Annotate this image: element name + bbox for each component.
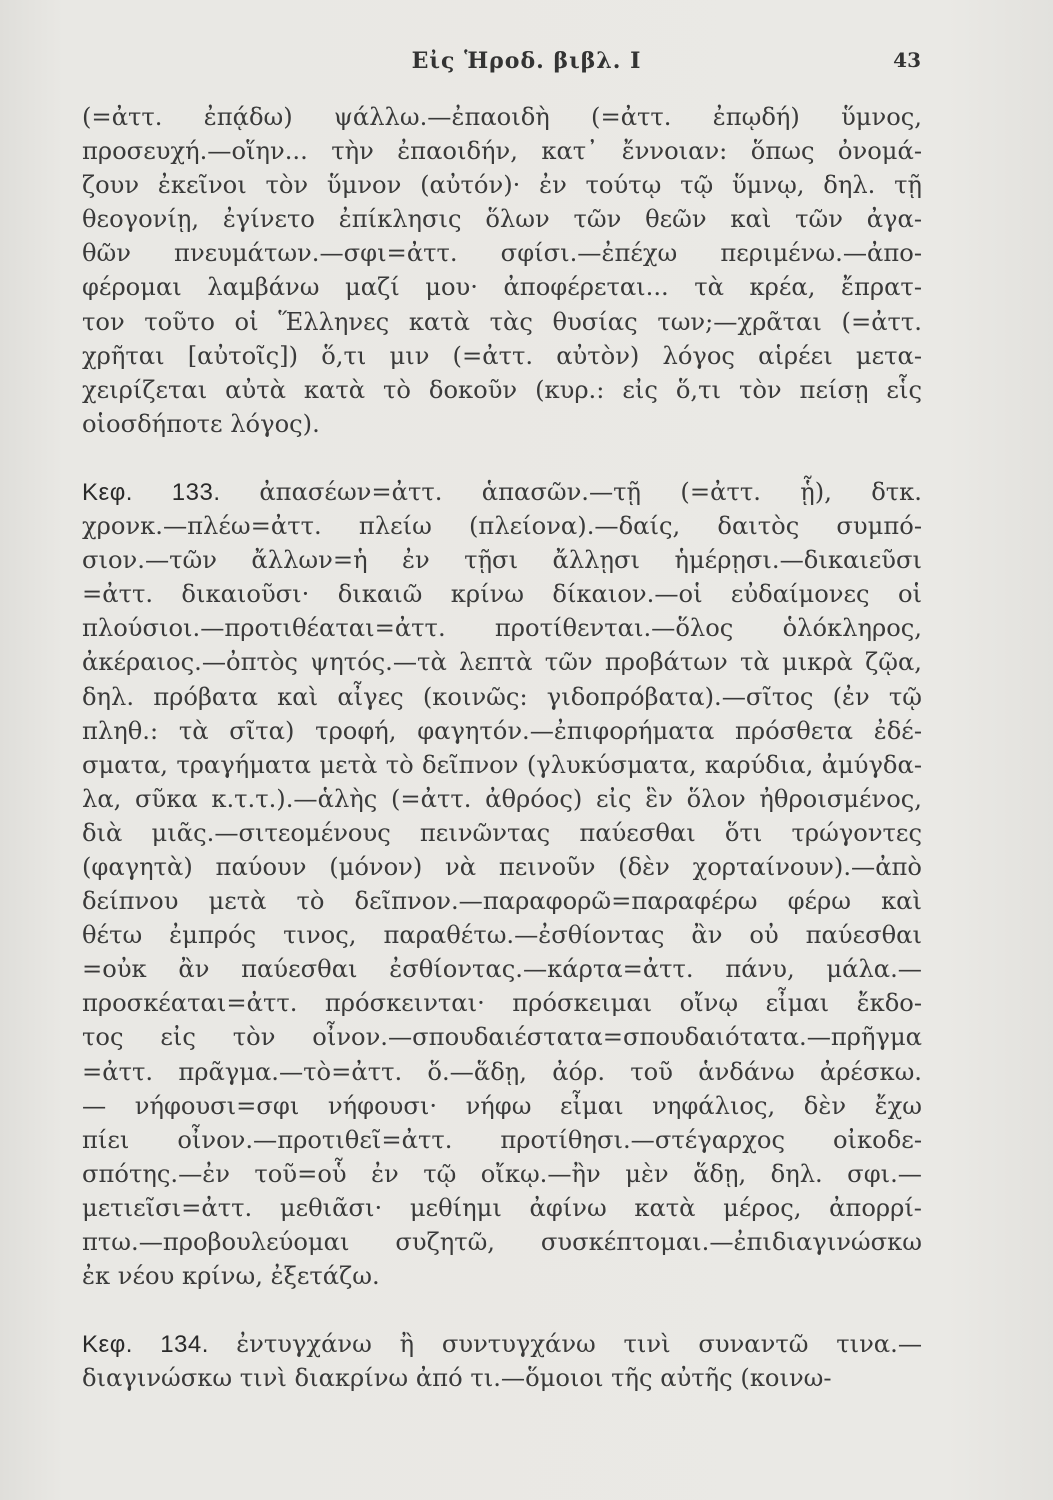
paragraph-ch134 xyxy=(82,1327,922,1395)
text-line xyxy=(82,918,922,952)
line-text: =ἀττ. δικαιοῦσι· δικαιῶ κρίνω δίκαιον.—οἱ εὐδαίμονες οἱ xyxy=(82,580,922,609)
page-number: 43 xyxy=(893,48,921,72)
line-text: θῶν πνευμάτων.—σφι=ἀττ. σφίσι.—ἐπέχω περιμένω.—ἀπο- xyxy=(82,239,922,268)
text-line xyxy=(82,339,922,373)
line-text: οἱοσδήποτε λόγος). xyxy=(82,409,320,438)
line-text: σιον.—τῶν ἄλλων=ἡ ἐν τῇσι ἄλλῃσι ἡμέρῃσι.—δικαιεῦσι xyxy=(82,546,922,575)
text-line xyxy=(82,100,922,134)
line-text: χρῆται [αὐτοῖς]) ὅ,τι μιν (=ἀττ. αὐτὸν) λόγος αἱρέει μετα- xyxy=(82,341,922,370)
text-line xyxy=(82,884,922,918)
text-line xyxy=(82,407,922,441)
text-line xyxy=(82,680,922,714)
text-line xyxy=(82,509,922,543)
line-text: =οὐκ ἂν παύεσθαι ἐσθίοντας.—κάρτα=ἀττ. πάνυ, μάλα.— xyxy=(82,955,922,984)
text-line xyxy=(82,1123,922,1157)
line-text: χρονκ.—πλέω=ἀττ. πλείω (πλείονα).—δαίς, δαιτὸς συμπό- xyxy=(82,512,922,541)
text-line xyxy=(82,475,922,509)
text-line xyxy=(82,577,922,611)
line-text: λα, σῦκα κ.τ.τ.).—ἁλὴς (=ἀττ. ἀθρόος) εἰς ἓν ὅλον ἠθροισμένος, xyxy=(82,784,922,813)
line-text: (=ἀττ. ἐπᾴδω) ψάλλω.—ἐπαοιδὴ (=ἀττ. ἐπῳδή) ὕμνος, xyxy=(82,103,922,131)
text-line xyxy=(82,816,922,850)
line-text: πληθ.: τὰ σῖτα) τροφή, φαγητόν.—ἐπιφορήματα πρόσθετα ἐδέ- xyxy=(82,716,922,745)
text-line xyxy=(82,168,922,202)
text-line xyxy=(82,714,922,748)
line-text: σματα, τραγήματα μετὰ τὸ δεῖπνον (γλυκύσματα, καρύδια, ἀμύγδα- xyxy=(82,750,922,779)
chapter-label: Κεφ. 134. xyxy=(82,1331,237,1359)
text-line xyxy=(82,1259,922,1293)
line-text: πλούσιοι.—προτιθέαται=ἀττ. προτίθενται.—ὅλος ὁλόκληρος, xyxy=(82,614,922,643)
text-line xyxy=(82,1055,922,1089)
line-text: σπότης.—ἐν τοῦ=οὗ ἐν τῷ οἴκῳ.—ἢν μὲν ἅδῃ, δηλ. σφι.— xyxy=(82,1159,922,1188)
line-text: διὰ μιᾶς.—σιτεομένους πεινῶντας παύεσθαι ὅτι τρώγοντες xyxy=(82,818,922,847)
line-text: πτω.—προβουλεύομαι συζητῶ, συσκέπτομαι.—ἐπιδιαγινώσκω xyxy=(82,1228,922,1256)
paragraph-ch132 xyxy=(82,100,922,441)
text-line xyxy=(82,850,922,884)
commentary-text xyxy=(82,100,922,1395)
line-text: ἀπασέων=ἀττ. ἁπασῶν.—τῇ (=ἀττ. ᾗ), δτκ. xyxy=(259,477,922,506)
text-line xyxy=(82,236,922,270)
line-text: — νήφουσι=σφι νήφουσι· νήφω εἶμαι νηφάλιος, δὲν ἔχω xyxy=(82,1091,922,1120)
text-line xyxy=(82,782,922,816)
line-text: μετιεῖσι=ἀττ. μεθιᾶσι· μεθίημι ἀφίνω κατὰ μέρος, ἀπορρί- xyxy=(82,1193,922,1222)
text-line xyxy=(82,1361,922,1395)
text-line xyxy=(82,1020,922,1054)
line-text: ἐντυγχάνω ἢ συντυγχάνω τινὶ συναντῶ τινα.— xyxy=(236,1330,922,1359)
text-line xyxy=(82,373,922,407)
line-text: διαγινώσκω τινὶ διακρίνω ἀπό τι.—ὅμοιοι τῆς αὐτῆς (κοινω- xyxy=(82,1364,832,1393)
line-text: δείπνου μετὰ τὸ δεῖπνον.—παραφορῶ=παραφέρω φέρω καὶ xyxy=(82,887,922,916)
text-line xyxy=(82,645,922,679)
line-text: =ἀττ. πρᾶγμα.—τὸ=ἀττ. ὅ.—ἅδῃ, ἀόρ. τοῦ ἁνδάνω ἀρέσκω. xyxy=(82,1057,922,1086)
text-line xyxy=(82,134,922,168)
text-line xyxy=(82,1327,922,1361)
text-line xyxy=(82,986,922,1020)
text-line xyxy=(82,1089,922,1123)
text-line xyxy=(82,1225,922,1259)
line-text: φέρομαι λαμβάνω μαζί μου· ἀποφέρεται... τὰ κρέα, ἔπρατ- xyxy=(82,273,922,302)
text-line xyxy=(82,952,922,986)
line-text: ζουν ἐκεῖνοι τὸν ὕμνον (αὐτόν)· ἐν τούτῳ τῷ ὕμνῳ, δηλ. τῇ xyxy=(82,171,922,200)
paragraph-ch133 xyxy=(82,475,922,1293)
line-text: ἐκ νέου κρίνω, ἐξετάζω. xyxy=(82,1262,380,1291)
text-line xyxy=(82,1191,922,1225)
text-line xyxy=(82,748,922,782)
line-text: τον τοῦτο οἱ Ἕλληνες κατὰ τὰς θυσίας των;—χρᾶται (=ἀττ. xyxy=(82,307,922,336)
running-header xyxy=(0,48,1053,88)
text-line xyxy=(82,611,922,645)
line-text: ἀκέραιος.—ὀπτὸς ψητός.—τὰ λεπτὰ τῶν προβάτων τὰ μικρὰ ζῷα, xyxy=(82,648,922,677)
line-text: χειρίζεται αὐτὰ κατὰ τὸ δοκοῦν (κυρ.: εἰς ὅ,τι τὸν πείσῃ εἷς xyxy=(82,375,922,404)
chapter-label: Κεφ. 133. xyxy=(82,478,260,506)
line-text: προσκέαται=ἀττ. πρόσκεινται· πρόσκειμαι οἴνῳ εἶμαι ἔκδο- xyxy=(82,989,922,1018)
line-text: δηλ. πρόβατα καὶ αἶγες (κοινῶς: γιδοπρόβατα).—σῖτος (ἐν τῷ xyxy=(82,682,922,711)
line-text: (φαγητὰ) παύουν (μόνον) νὰ πεινοῦν (δὲν χορταίνουν).—ἀπὸ xyxy=(82,852,922,881)
text-line xyxy=(82,202,922,236)
line-text: τος εἰς τὸν οἶνον.—σπουδαιέστατα=σπουδαιότατα.—πρῆγμα xyxy=(82,1023,922,1052)
header-title: Εἰς Ἡροδ. βιβλ. Ι xyxy=(411,48,642,74)
line-text: θέτω ἐμπρός τινος, παραθέτω.—ἐσθίοντας ἂν οὐ παύεσθαι xyxy=(82,921,922,950)
line-text: προσευχή.—οἵην... τὴν ἐπαοιδήν, κατ᾿ ἔννοιαν: ὅπως ὀνομά- xyxy=(82,137,922,166)
text-line xyxy=(82,543,922,577)
text-line xyxy=(82,1157,922,1191)
line-text: θεογονίῃ, ἐγίνετο ἐπίκλησις ὅλων τῶν θεῶν καὶ τῶν ἀγα- xyxy=(82,205,922,234)
line-text: πίει οἶνον.—προτιθεῖ=ἀττ. προτίθησι.—στέγαρχος οἰκοδε- xyxy=(82,1125,922,1154)
text-line xyxy=(82,270,922,304)
text-line xyxy=(82,305,922,339)
